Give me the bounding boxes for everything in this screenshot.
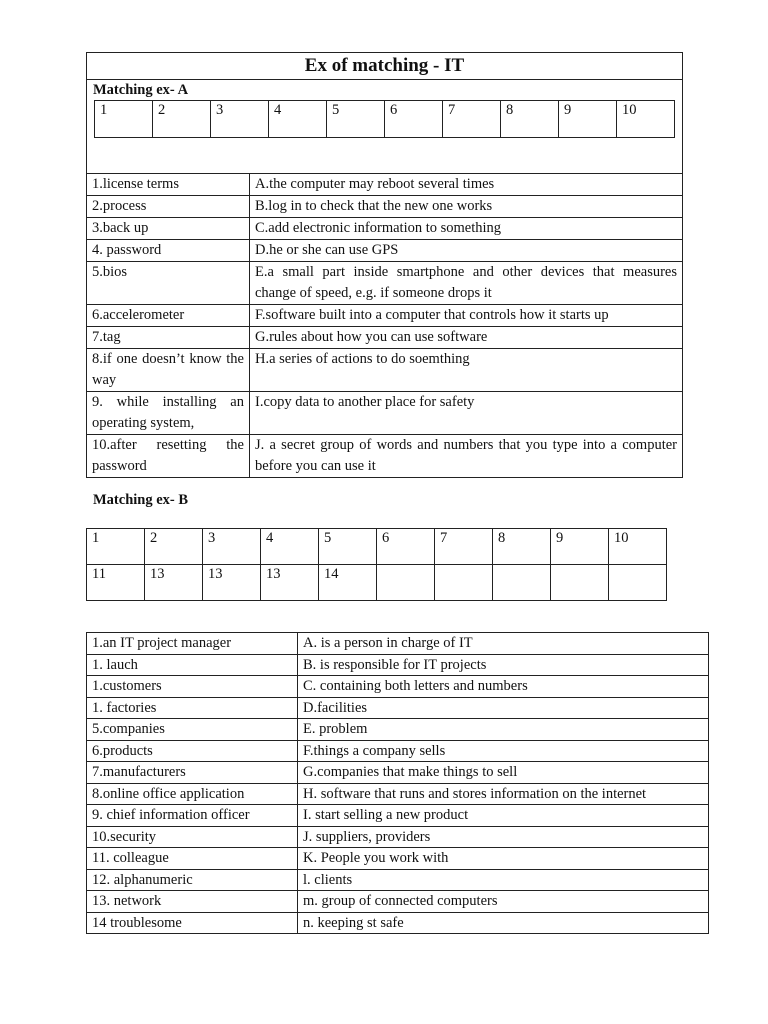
table-row: [87, 826, 709, 848]
definition-cell: A.the computer may reboot several times: [250, 174, 683, 196]
answer-cell[interactable]: 6: [377, 529, 435, 565]
exercise-a-block: [86, 52, 683, 478]
table-row: [87, 654, 709, 676]
term-cell: 1.license terms: [87, 174, 250, 196]
table-row: [87, 305, 683, 327]
table-row: [87, 262, 683, 305]
answer-cell[interactable]: 4: [269, 101, 327, 138]
answer-cell[interactable]: [377, 565, 435, 601]
definition-cell: J. a secret group of words and numbers that you type into a computer before you can use it: [250, 435, 683, 478]
matching-table-b: [86, 632, 709, 934]
table-row: [87, 392, 683, 435]
answer-cell[interactable]: 1: [87, 529, 145, 565]
answer-cell[interactable]: 10: [617, 101, 675, 138]
answer-cell[interactable]: [551, 565, 609, 601]
exercise-a-label: Matching ex- A: [93, 82, 189, 98]
term-cell: 8.if one doesn’t know the way: [87, 349, 250, 392]
definition-cell: J. suppliers, providers: [298, 826, 709, 848]
answer-grid-a: [94, 100, 675, 138]
table-row: [87, 676, 709, 698]
answer-cell[interactable]: 13: [203, 565, 261, 601]
term-cell: 5.companies: [87, 719, 298, 741]
definition-cell: C. containing both letters and numbers: [298, 676, 709, 698]
answer-cell[interactable]: 14: [319, 565, 377, 601]
table-row: [87, 762, 709, 784]
definition-cell: F.software built into a computer that controls how it starts up: [250, 305, 683, 327]
table-row: [87, 435, 683, 478]
definition-cell: G.companies that make things to sell: [298, 762, 709, 784]
term-cell: 1.customers: [87, 676, 298, 698]
term-cell: 1. factories: [87, 697, 298, 719]
table-row: [87, 848, 709, 870]
answer-cell[interactable]: 3: [203, 529, 261, 565]
answer-cell[interactable]: 7: [435, 529, 493, 565]
definition-cell: B.log in to check that the new one works: [250, 196, 683, 218]
table-row: [87, 740, 709, 762]
definition-cell: H. software that runs and stores information on the internet: [298, 783, 709, 805]
answer-cell[interactable]: 10: [609, 529, 667, 565]
answer-cell[interactable]: 11: [87, 565, 145, 601]
term-cell: 13. network: [87, 891, 298, 913]
term-cell: 6.products: [87, 740, 298, 762]
definition-cell: G.rules about how you can use software: [250, 327, 683, 349]
answer-cell[interactable]: [435, 565, 493, 601]
term-cell: 8.online office application: [87, 783, 298, 805]
answer-cell[interactable]: 9: [559, 101, 617, 138]
term-cell: 3.back up: [87, 218, 250, 240]
matching-table-a: [86, 173, 683, 478]
definition-cell: B. is responsible for IT projects: [298, 654, 709, 676]
table-row: [87, 783, 709, 805]
term-cell: 2.process: [87, 196, 250, 218]
term-cell: 9. while installing an operating system,: [87, 392, 250, 435]
definition-cell: E.a small part inside smartphone and other devices that measures change of speed, e.g. if someone drops it: [250, 262, 683, 305]
definition-cell: D.facilities: [298, 697, 709, 719]
answer-cell[interactable]: 6: [385, 101, 443, 138]
table-row: [87, 869, 709, 891]
definition-cell: E. problem: [298, 719, 709, 741]
definition-cell: F.things a company sells: [298, 740, 709, 762]
answer-cell[interactable]: 13: [145, 565, 203, 601]
answer-cell[interactable]: [609, 565, 667, 601]
definition-cell: n. keeping st safe: [298, 912, 709, 934]
answer-cell[interactable]: 2: [145, 529, 203, 565]
table-row: [87, 218, 683, 240]
term-cell: 9. chief information officer: [87, 805, 298, 827]
table-row: [87, 349, 683, 392]
term-cell: 4. password: [87, 240, 250, 262]
answer-cell[interactable]: 2: [153, 101, 211, 138]
answer-cell[interactable]: 1: [95, 101, 153, 138]
definition-cell: C.add electronic information to something: [250, 218, 683, 240]
term-cell: 1.an IT project manager: [87, 633, 298, 655]
definition-cell: I.copy data to another place for safety: [250, 392, 683, 435]
definition-cell: H.a series of actions to do soemthing: [250, 349, 683, 392]
answer-cell[interactable]: 5: [327, 101, 385, 138]
table-row: [87, 697, 709, 719]
term-cell: 12. alphanumeric: [87, 869, 298, 891]
definition-cell: A. is a person in charge of IT: [298, 633, 709, 655]
table-row: [87, 633, 709, 655]
term-cell: 11. colleague: [87, 848, 298, 870]
answer-cell[interactable]: 3: [211, 101, 269, 138]
exercise-b-label: Matching ex- B: [93, 492, 189, 508]
answer-cell[interactable]: 8: [493, 529, 551, 565]
answer-cell[interactable]: 4: [261, 529, 319, 565]
definition-cell: I. start selling a new product: [298, 805, 709, 827]
table-row: [87, 327, 683, 349]
page-title: Ex of matching - IT: [87, 53, 682, 80]
answer-cell[interactable]: 9: [551, 529, 609, 565]
table-row: [87, 174, 683, 196]
definition-cell: m. group of connected computers: [298, 891, 709, 913]
table-row: [87, 891, 709, 913]
answer-cell[interactable]: [493, 565, 551, 601]
table-row: [87, 719, 709, 741]
term-cell: 14 troublesome: [87, 912, 298, 934]
answer-cell[interactable]: 13: [261, 565, 319, 601]
answer-grid-b: [86, 528, 667, 601]
term-cell: 7.manufacturers: [87, 762, 298, 784]
answer-cell[interactable]: 8: [501, 101, 559, 138]
answer-cell[interactable]: 7: [443, 101, 501, 138]
table-row: [87, 805, 709, 827]
term-cell: 7.tag: [87, 327, 250, 349]
answer-blank-area: [87, 138, 682, 173]
term-cell: 10.after resetting the password: [87, 435, 250, 478]
table-row: [87, 240, 683, 262]
term-cell: 10.security: [87, 826, 298, 848]
term-cell: 6.accelerometer: [87, 305, 250, 327]
definition-cell: l. clients: [298, 869, 709, 891]
answer-cell[interactable]: 5: [319, 529, 377, 565]
table-row: [87, 912, 709, 934]
definition-cell: D.he or she can use GPS: [250, 240, 683, 262]
term-cell: 1. lauch: [87, 654, 298, 676]
term-cell: 5.bios: [87, 262, 250, 305]
table-row: [87, 196, 683, 218]
definition-cell: K. People you work with: [298, 848, 709, 870]
